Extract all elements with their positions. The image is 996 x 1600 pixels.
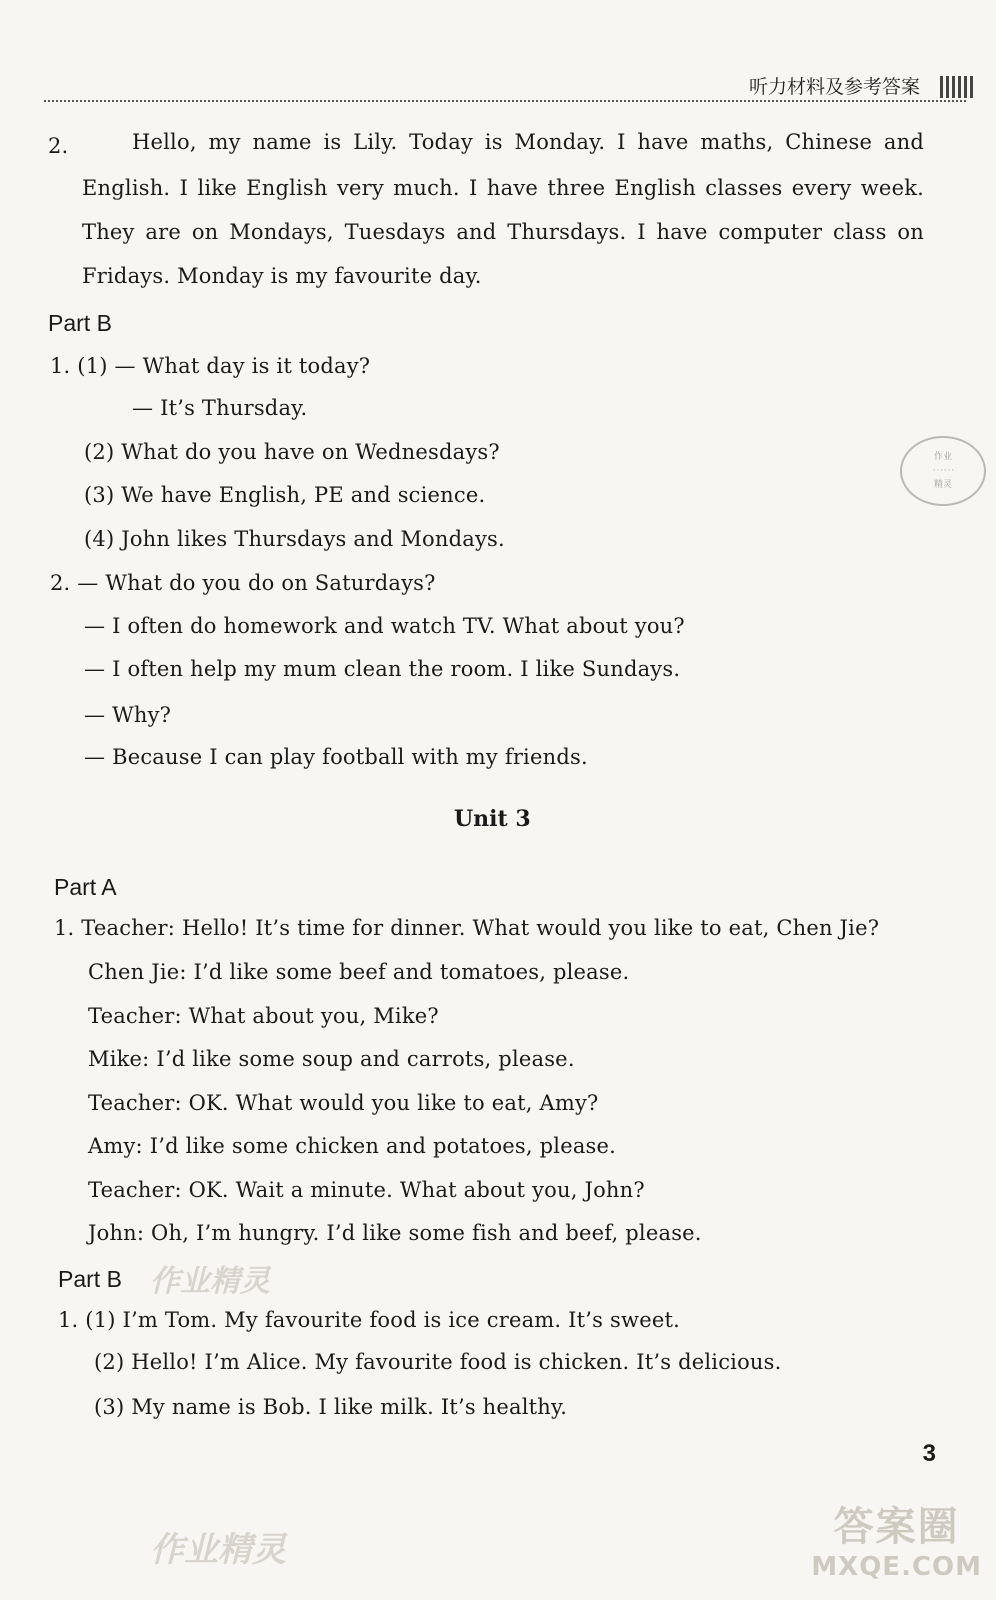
list-item: 2. — What do you do on Saturdays? [50, 571, 436, 595]
dialogue-line: 1. Teacher: Hello! It’s time for dinner. What would you like to eat, Chen Jie? [54, 916, 880, 940]
section-heading: Part A [54, 874, 117, 900]
list-item: (2) What do you have on Wednesdays? [84, 440, 500, 464]
list-item: (3) We have English, PE and science. [84, 483, 486, 507]
list-item: — I often do homework and watch TV. What about you? [84, 614, 685, 638]
section-heading: Part B [58, 1266, 122, 1292]
dialogue-line: Teacher: What about you, Mike? [88, 1004, 439, 1028]
list-item: — It’s Thursday. [132, 396, 308, 420]
paragraph-number: 2. [48, 134, 69, 158]
list-item: — I often help my mum clean the room. I like Sundays. [84, 657, 681, 681]
dialogue-line: Teacher: OK. What would you like to eat, Amy? [88, 1091, 599, 1115]
header-title: 听力材料及参考答案 [748, 76, 920, 98]
stamp-bottom-text: 精灵 [933, 480, 952, 490]
paragraph-line: Fridays. Monday is my favourite day. [82, 264, 482, 288]
header-rule [44, 100, 966, 102]
list-item: (3) My name is Bob. I like milk. It’s healthy. [94, 1395, 568, 1419]
list-item: — Why? [84, 703, 172, 727]
corner-logo [811, 1495, 982, 1582]
list-item: (2) Hello! I’m Alice. My favourite food is chicken. It’s delicious. [94, 1350, 782, 1374]
dialogue-line: Mike: I’d like some soup and carrots, please. [88, 1047, 575, 1071]
header-decoration [940, 76, 974, 98]
list-item: 1. (1) — What day is it today? [50, 354, 371, 378]
dialogue-line: Chen Jie: I’d like some beef and tomatoes, please. [88, 960, 630, 984]
paragraph-line: Hello, my name is Lily. Today is Monday. I have maths, Chinese and [132, 130, 924, 154]
page-number: 3 [922, 1440, 936, 1467]
corner-logo-top: 答案圈 [833, 1504, 960, 1550]
paragraph-line: They are on Mondays, Tuesdays and Thursdays. I have computer class on [82, 220, 924, 244]
paragraph-line: English. I like English very much. I have three English classes every week. [82, 176, 924, 200]
watermark: 作业精灵 [150, 1264, 270, 1299]
watermark: 作业精灵 [150, 1530, 286, 1570]
section-heading: Part B [48, 310, 112, 336]
stamp-seal: 作业 · · · · · · 精灵 [900, 436, 986, 506]
dialogue-line: Amy: I’d like some chicken and potatoes, please. [88, 1134, 617, 1158]
corner-logo-bottom: MXQE.COM [811, 1552, 982, 1582]
stamp-top-text: 作业 [933, 452, 952, 462]
list-item: (4) John likes Thursdays and Mondays. [84, 527, 505, 551]
dialogue-line: John: Oh, I’m hungry. I’d like some fish and beef, please. [88, 1221, 702, 1245]
dialogue-line: Teacher: OK. Wait a minute. What about you, John? [88, 1178, 645, 1202]
unit-heading: Unit 3 [454, 806, 531, 832]
list-item: 1. (1) I’m Tom. My favourite food is ice cream. It’s sweet. [58, 1308, 680, 1332]
list-item: — Because I can play football with my friends. [84, 745, 588, 769]
